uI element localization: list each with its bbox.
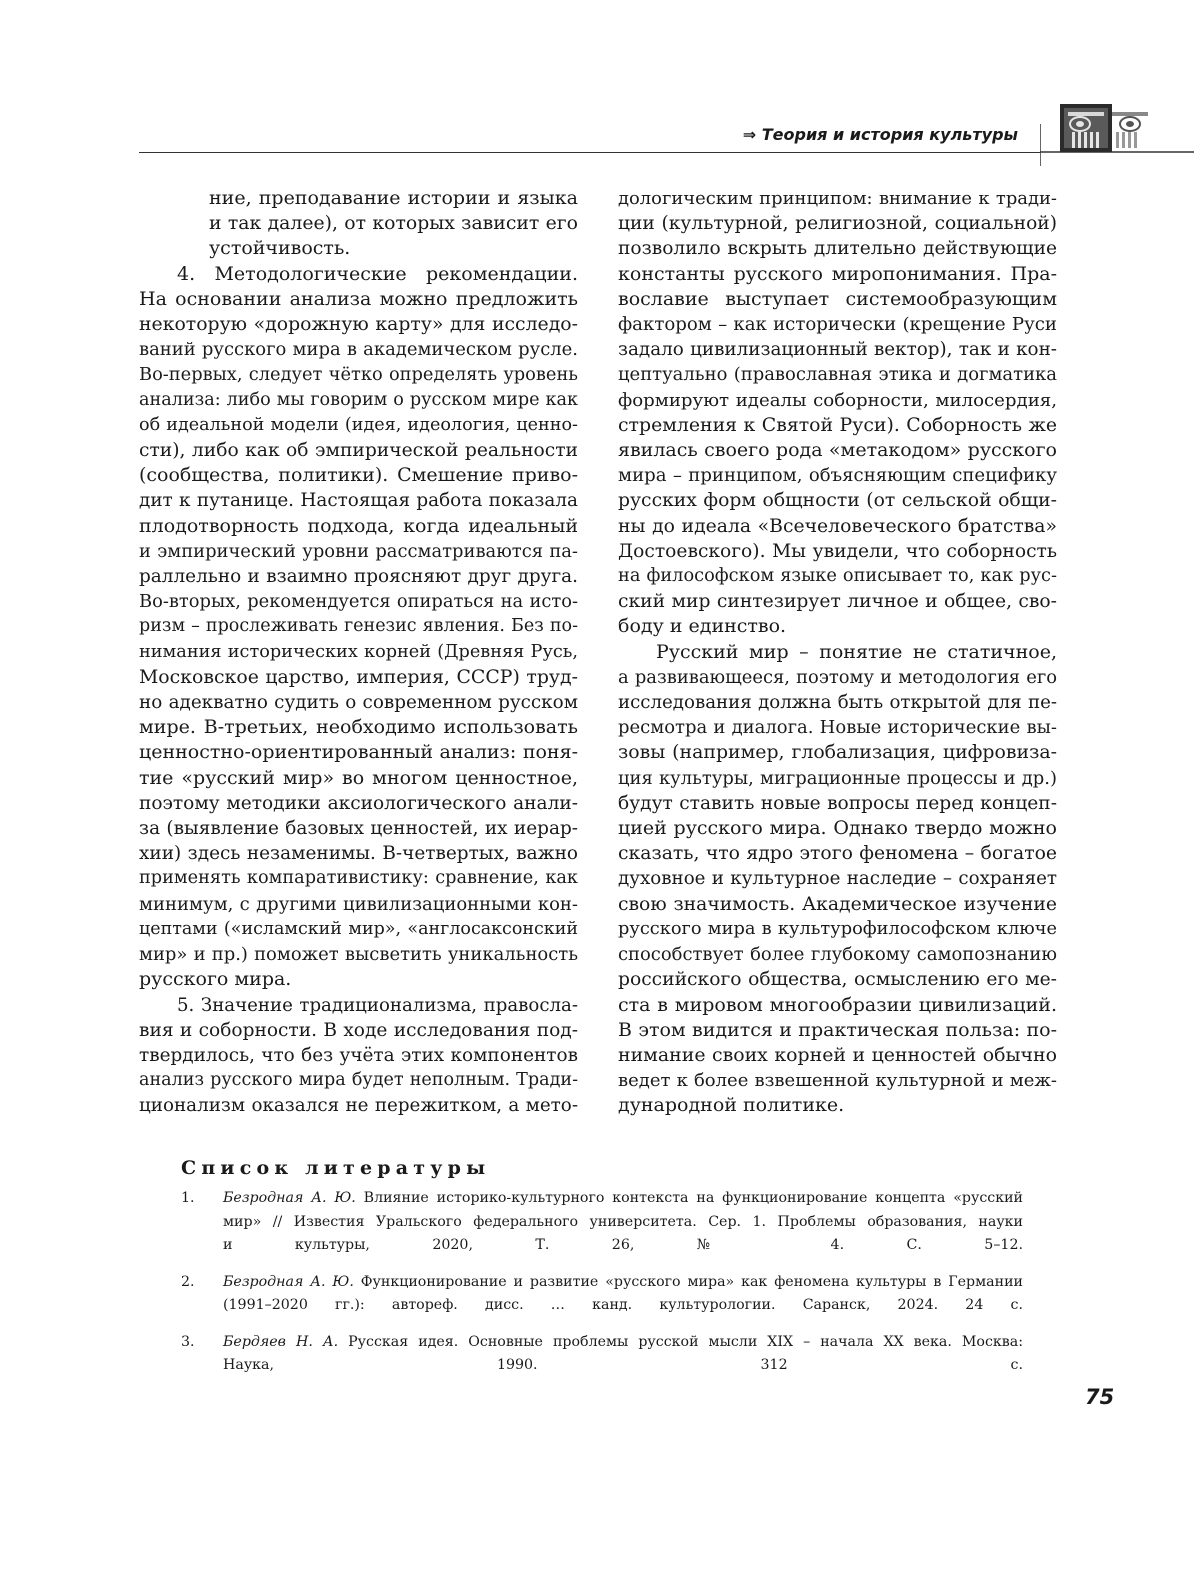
text-line: формируют идеалы соборности, милосердия, — [618, 389, 1057, 411]
references-list — [181, 1187, 1023, 1391]
text-line: ны до идеала «Всечеловеческого братства» — [618, 515, 1057, 537]
text-line: позволило вскрыть длительно действующие — [618, 238, 1057, 260]
right-column — [618, 186, 1057, 1119]
text-line: твердилось, что без учёта этих компонентов — [139, 1044, 578, 1066]
text-line: цептами («исламский мир», «англосаксонский — [139, 918, 578, 939]
text-line: минимум, с другими цивилизационными кон- — [139, 893, 578, 915]
text-line: некоторую «дорожную карту» для исследо- — [139, 314, 578, 336]
reference-author: Безродная А. Ю. — [223, 1273, 354, 1290]
text-line: исследования должна быть открытой для пе- — [618, 692, 1057, 714]
text-line: способствует более глубокому самопознанию — [618, 944, 1057, 966]
text-line: дологическим принципом: внимание к тради- — [618, 188, 1057, 209]
reference-text: Функционирование и развитие «русского мира» как феномена культуры в Германии — [353, 1273, 1023, 1290]
reference-item — [181, 1271, 1023, 1318]
text-line: константы русского миропонимания. Пра- — [618, 262, 1057, 285]
reference-number: 1. — [181, 1190, 195, 1206]
text-line: свою значимость. Академическое изучение — [618, 893, 1057, 915]
reference-line: мир» // Известия Уральского федерального университета. Сер. 1. Проблемы образования, науки — [223, 1213, 1023, 1230]
text-line: В этом видится и практическая польза: по- — [618, 1018, 1057, 1041]
text-line: нимание своих корней и ценностей обычно — [618, 1043, 1057, 1066]
reference-line — [223, 1271, 1023, 1295]
text-line: Во-первых, следует чётко определять уровень — [139, 364, 578, 386]
text-line: вославие выступает системообразующим — [618, 287, 1057, 310]
text-line: ционализм оказался не пережитком, а мето- — [139, 1095, 578, 1117]
text-line: будут ставить новые вопросы перед концеп- — [618, 792, 1057, 814]
text-line: дународной политике. — [618, 1094, 845, 1117]
reference-line — [223, 1187, 1023, 1211]
text-line: На основании анализа можно предложить — [139, 287, 578, 310]
text-line: и так далее), от которых зависит его — [209, 213, 578, 235]
text-line: ция культуры, миграционные процессы и др.) — [618, 767, 1057, 789]
text-line: сти), либо как об эмпирической реальности — [139, 440, 578, 462]
text-line: сказать, что ядро этого феномена – богатое — [618, 843, 1057, 865]
text-line: тие «русский мир» во многом ценностное, — [139, 766, 578, 789]
text-line: и эмпирический уровни рассматриваются па- — [139, 540, 578, 562]
text-line: ведет к более взвешенной культурной и меж- — [618, 1070, 1057, 1092]
text-line: раллельно и взаимно проясняют друг друга. — [139, 566, 578, 588]
text-line: Во-вторых, рекомендуется опираться на исто- — [139, 591, 578, 613]
column-capital-logo-icon — [1040, 104, 1194, 166]
text-line: цептуально (православная этика и догматика — [618, 364, 1057, 386]
text-line: 4. Методологические рекомендации. — [177, 262, 578, 285]
text-line: ста в мировом многообразии цивилизаций. — [618, 993, 1057, 1016]
text-line: русского мира в культурофилософском ключе — [618, 918, 1057, 939]
references-title: Список литературы — [181, 1157, 491, 1179]
text-line: духовное и культурное наследие – сохраняет — [618, 868, 1057, 890]
text-line: устойчивость. — [209, 237, 351, 260]
text-line: фактором – как исторически (крещение Руси — [618, 314, 1057, 336]
text-line: вия и соборности. В ходе исследования под- — [139, 1019, 578, 1041]
text-line: 5. Значение традиционализма, правосла- — [177, 994, 578, 1016]
text-line: дит к путанице. Настоящая работа показала — [139, 490, 578, 512]
text-line: ценностно-ориентированный анализ: поня- — [139, 741, 578, 764]
reference-author: Безродная А. Ю. — [223, 1190, 356, 1206]
text-line: но адекватно судить о современном русском — [139, 692, 578, 714]
running-header — [743, 125, 1018, 144]
text-line: мира – принципом, объясняющим специфику — [618, 465, 1057, 487]
text-line: применять компаративистику: сравнение, как — [139, 868, 578, 889]
left-column — [139, 186, 578, 1119]
reference-author: Бердяев Н. А. — [223, 1333, 339, 1350]
section-title: Теория и история культуры — [761, 125, 1018, 144]
reference-line: (1991–2020 гг.): автореф. дисс. … канд. культурологии. Саранск, 2024. 24 с. — [223, 1297, 1023, 1313]
text-line: ние, преподавание истории и языка — [209, 187, 578, 209]
text-line: об идеальной модели (идея, идеология, ценно- — [139, 414, 578, 435]
text-line: нимания исторических корней (Древняя Русь, — [139, 641, 578, 662]
text-line: на философском языке описывает то, как рус- — [618, 566, 1057, 587]
text-line: Русский мир – понятие не статичное, — [656, 640, 1057, 663]
text-line: ский мир синтезирует личное и общее, сво- — [618, 591, 1057, 613]
reference-number: 2. — [181, 1273, 195, 1290]
text-line: цией русского мира. Однако твердо можно — [618, 817, 1057, 840]
text-line: Московское царство, империя, СССР) труд- — [139, 665, 578, 688]
reference-item — [181, 1187, 1023, 1258]
header-rule — [139, 152, 1194, 153]
text-line: русских форм общности (от сельской общи- — [618, 490, 1057, 512]
text-line: Достоевского). Мы увидели, что соборность — [618, 540, 1057, 562]
reference-line — [223, 1331, 1023, 1355]
text-line: русского мира. — [139, 968, 292, 991]
text-line: плодотворность подхода, когда идеальный — [139, 514, 578, 537]
text-line: ции (культурной, религиозной, социальной) — [618, 213, 1057, 235]
text-line: явилась своего рода «метакодом» русского — [618, 439, 1057, 462]
reference-item — [181, 1331, 1023, 1378]
text-line: анализа: либо мы говорим о русском мире как — [139, 389, 578, 410]
text-line: задало цивилизационный вектор), так и кон- — [618, 339, 1057, 361]
text-line: (сообщества, политики). Смешение приво- — [139, 464, 578, 487]
reference-text: Русская идея. Основные проблемы русской мысли XIX – начала XX века. Москва: — [338, 1333, 1023, 1350]
text-line: зовы (например, глобализация, цифровиза- — [618, 741, 1057, 764]
text-line: поэтому методики аксиологического анали- — [139, 792, 578, 814]
text-line: мире. В-третьих, необходимо использовать — [139, 716, 578, 739]
page-number: 75 — [1085, 1385, 1115, 1409]
text-line: ваний русского мира в академическом русле. — [139, 339, 578, 361]
text-line: анализ русского мира будет неполным. Тради- — [139, 1070, 578, 1091]
reference-line: Наука, 1990. 312 с. — [223, 1357, 1023, 1373]
text-line: боду и единство. — [618, 615, 787, 638]
arrow-icon: ⇒ — [742, 125, 757, 144]
text-line: за (выявление базовых ценностей, их иерар- — [139, 818, 578, 840]
text-line: ресмотра и диалога. Новые исторические вы- — [618, 717, 1057, 739]
text-line: мир» и пр.) поможет высветить уникальность — [139, 944, 578, 966]
reference-number: 3. — [181, 1333, 195, 1350]
text-line: стремления к Святой Руси). Соборность же — [618, 413, 1057, 436]
text-line: ризм – прослеживать генезис явления. Без по- — [139, 616, 578, 637]
reference-text: Влияние историко-культурного контекста на функционирование концепта «русский — [355, 1190, 1023, 1206]
text-line: а развивающееся, поэтому и методология его — [618, 666, 1057, 688]
text-line: российского общества, осмыслению его ме- — [618, 969, 1057, 991]
reference-line: и культуры, 2020, Т. 26, № 4. С. 5–12. — [223, 1237, 1023, 1253]
text-line: хии) здесь незаменимы. В-четвертых, важно — [139, 843, 578, 865]
